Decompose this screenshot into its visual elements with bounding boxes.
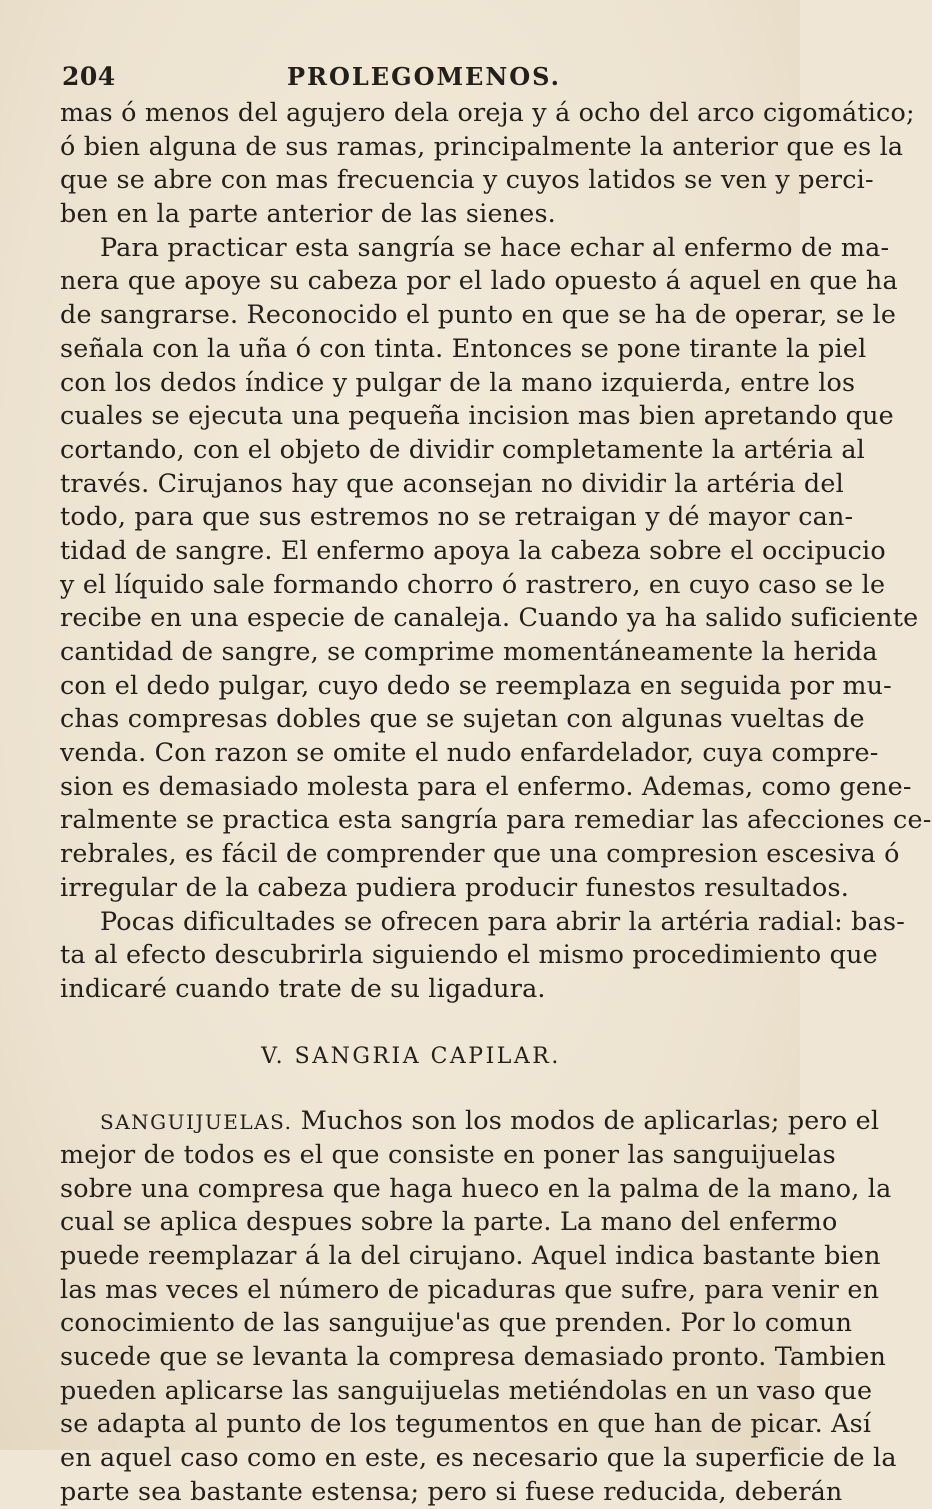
text-line: pueden aplicarse las sanguijuelas metiéndolas en un vaso que xyxy=(60,1374,873,1405)
text-line: tidad de sangre. El enfermo apoya la cabeza sobre el occipucio xyxy=(60,534,886,565)
text-line: conocimiento de las sanguijue'as que prenden. Por lo comun xyxy=(60,1307,853,1338)
text-line: irregular de la cabeza pudiera producir funestos resultados. xyxy=(60,871,849,902)
text-line: de sangrarse. Reconocido el punto en que se ha de operar, se le xyxy=(60,299,897,330)
text-line xyxy=(60,1104,880,1138)
text-line: cortando, con el objeto de dividir completamente la artéria al xyxy=(60,433,865,464)
text-line: las mas veces el número de picaduras que sufre, para venir en xyxy=(60,1273,880,1304)
text-line: cantidad de sangre, se comprime momentáneamente la herida xyxy=(60,636,878,666)
text-line: través. Cirujanos hay que aconsejan no dividir la artéria del xyxy=(60,467,844,498)
text-line: cuales se ejecuta una pequeña incision mas bien apretando que xyxy=(60,400,894,431)
text-line: ben en la parte anterior de las sienes. xyxy=(60,198,556,229)
body-text xyxy=(60,96,932,1509)
text-line: chas compresas dobles que se sujetan con algunas vueltas de xyxy=(60,703,865,734)
text-line: nera que apoye su cabeza por el lado opuesto á aquel en que ha xyxy=(60,265,898,296)
text-line: con el dedo pulgar, cuyo dedo se reemplaza en seguida por mu- xyxy=(60,669,892,700)
paragraph xyxy=(60,96,915,231)
paragraph xyxy=(60,905,905,1006)
paragraph xyxy=(60,1104,897,1508)
text-line: que se abre con mas frecuencia y cuyos latidos se ven y perci- xyxy=(60,164,874,195)
text-line: con los dedos índice y pulgar de la mano izquierda, entre los xyxy=(60,366,856,397)
text-line: puede reemplazar á la del cirujano. Aquel indica bastante bien xyxy=(60,1240,881,1270)
text-line: parte sea bastante estensa; pero si fuese reducida, deberán xyxy=(60,1475,843,1506)
text-line: se adapta al punto de los tegumentos en que han de picar. Así xyxy=(60,1408,872,1439)
text-line: ó bien alguna de sus ramas, principalmente la anterior que es la xyxy=(60,130,904,161)
text-line: recibe en una especie de canaleja. Cuando ya ha salido suficiente xyxy=(60,602,919,633)
run-in-heading: SANGUIJUELAS. xyxy=(100,1110,293,1135)
text-line: en aquel caso como en este, es necesario que la superficie de la xyxy=(60,1442,897,1473)
running-head: PROLEGOMENOS. xyxy=(287,62,562,91)
text-line: Pocas dificultades se ofrecen para abrir la artéria radial: bas- xyxy=(100,905,905,936)
section-heading: V. SANGRIA CAPILAR. xyxy=(261,1043,561,1069)
text-fragment: Muchos son los modos de aplicarlas; pero el xyxy=(300,1105,880,1136)
paragraph xyxy=(60,231,932,905)
text-line: y el líquido sale formando chorro ó rastrero, en cuyo caso se le xyxy=(60,568,886,599)
text-line: indicaré cuando trate de su ligadura. xyxy=(60,972,546,1003)
text-line: sion es demasiado molesta para el enfermo. Ademas, como gene- xyxy=(60,770,912,801)
text-line: ralmente se practica esta sangría para remediar las afecciones ce- xyxy=(60,804,932,835)
page-header xyxy=(62,62,722,96)
text-line: rebrales, es fácil de comprender que una compresion escesiva ó xyxy=(60,838,900,869)
text-line: todo, para que sus estremos no se retraigan y dé mayor can- xyxy=(60,501,854,532)
page-number: 204 xyxy=(62,62,116,91)
text-line: señala con la uña ó con tinta. Entonces se pone tirante la piel xyxy=(60,332,867,363)
text-line: sucede que se levanta la compresa demasiado pronto. Tambien xyxy=(60,1341,887,1372)
text-line: cual se aplica despues sobre la parte. La mano del enfermo xyxy=(60,1206,838,1237)
text-line: mejor de todos es el que consiste en poner las sanguijuelas xyxy=(60,1138,836,1169)
text-line: Para practicar esta sangría se hace echar al enfermo de ma- xyxy=(100,231,890,262)
text-line: ta al efecto descubrirla siguiendo el mismo procedimiento que xyxy=(60,939,878,970)
text-line: mas ó menos del agujero dela oreja y á ocho del arco cigomático; xyxy=(60,97,915,127)
text-line: sobre una compresa que haga hueco en la palma de la mano, la xyxy=(60,1172,892,1203)
text-line: venda. Con razon se omite el nudo enfardelador, cuya compre- xyxy=(60,737,879,768)
